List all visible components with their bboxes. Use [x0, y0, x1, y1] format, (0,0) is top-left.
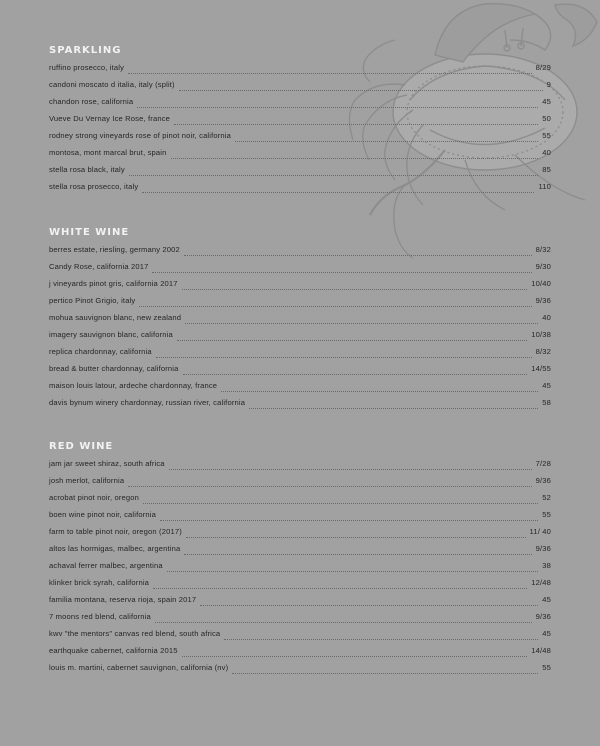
- menu-item-name: berres estate, riesling, germany 2002: [49, 245, 180, 254]
- menu-item: [49, 63, 551, 80]
- section-sparkling: [49, 45, 551, 199]
- menu-item-price: 9/30: [535, 262, 551, 271]
- dot-leader: [155, 621, 532, 623]
- menu-item-price: 52: [542, 493, 551, 502]
- menu-item-price: 9: [546, 80, 551, 89]
- dot-leader: [249, 407, 538, 409]
- menu-item: [49, 296, 551, 313]
- menu-item-price: 55: [542, 663, 551, 672]
- menu-item-price: 14/48: [531, 646, 551, 655]
- dot-leader: [128, 485, 531, 487]
- dot-leader: [167, 570, 539, 572]
- menu-item: [49, 578, 551, 595]
- dot-leader: [200, 604, 538, 606]
- menu-item-price: 45: [542, 97, 551, 106]
- menu-item: [49, 544, 551, 561]
- menu-item: [49, 131, 551, 148]
- dot-leader: [224, 638, 538, 640]
- dot-leader: [232, 672, 538, 674]
- menu-item-name: klinker brick syrah, california: [49, 578, 150, 587]
- menu-item-price: 8/29: [535, 63, 551, 72]
- menu-item-name: pertico Pinot Grigio, italy: [49, 296, 136, 305]
- dot-leader: [160, 519, 538, 521]
- dot-leader: [139, 305, 531, 307]
- menu-item-name: achaval ferrer malbec, argentina: [49, 561, 163, 570]
- menu-item-price: 45: [542, 629, 551, 638]
- menu-item-price: 40: [542, 313, 551, 322]
- menu-item: [49, 663, 551, 680]
- section-title: RED WINE: [49, 441, 114, 452]
- menu-item-price: 10/40: [531, 279, 551, 288]
- section-red-wine: [49, 441, 551, 680]
- menu-item-price: 50: [542, 114, 551, 123]
- menu-item-price: 8/32: [535, 245, 551, 254]
- menu-item: [49, 510, 551, 527]
- menu-item-price: 10/38: [531, 330, 551, 339]
- menu-item: [49, 313, 551, 330]
- dot-leader: [137, 106, 538, 108]
- menu-item-name: stella rosa black, italy: [49, 165, 125, 174]
- dot-leader: [177, 339, 527, 341]
- section-title: SPARKLING: [49, 45, 122, 56]
- menu-item-price: 40: [542, 148, 551, 157]
- menu-item: [49, 114, 551, 131]
- menu-item: [49, 97, 551, 114]
- menu-item: [49, 381, 551, 398]
- menu-item-name: familia montana, reserva rioja, spain 2017: [49, 595, 197, 604]
- menu-item-price: 9/36: [535, 296, 551, 305]
- menu-item-price: 45: [542, 595, 551, 604]
- dot-leader: [156, 356, 532, 358]
- section-white-wine: [49, 227, 551, 415]
- menu-item-price: 55: [542, 131, 551, 140]
- menu-item-name: louis m. martini, cabernet sauvignon, california (nv): [49, 663, 229, 672]
- menu-item: [49, 245, 551, 262]
- dot-leader: [221, 390, 538, 392]
- menu-item-name: Vueve Du Vernay Ice Rose, france: [49, 114, 171, 123]
- menu-item-name: montosa, mont marcal brut, spain: [49, 148, 167, 157]
- menu-item-price: 110: [538, 182, 551, 191]
- menu-item-name: maison louis latour, ardeche chardonnay, france: [49, 381, 218, 390]
- dot-leader: [171, 157, 539, 159]
- menu-item: [49, 279, 551, 296]
- dot-leader: [184, 553, 531, 555]
- menu-item-price: 12/48: [531, 578, 551, 587]
- menu-item: [49, 80, 551, 97]
- menu-item-price: 38: [542, 561, 551, 570]
- menu-item-price: 9/36: [535, 612, 551, 621]
- menu-item: [49, 493, 551, 510]
- menu-item: [49, 595, 551, 612]
- menu-item-name: 7 moons red blend, california: [49, 612, 151, 621]
- menu-item-price: 8/32: [535, 347, 551, 356]
- menu-item: [49, 612, 551, 629]
- menu-item: [49, 148, 551, 165]
- menu-item: [49, 629, 551, 646]
- menu-item-price: 55: [542, 510, 551, 519]
- menu-item: [49, 182, 551, 199]
- dot-leader: [185, 322, 538, 324]
- dot-leader: [182, 655, 528, 657]
- menu-item-price: 45: [542, 381, 551, 390]
- menu-item-name: josh merlot, california: [49, 476, 125, 485]
- dot-leader: [153, 587, 527, 589]
- dot-leader: [129, 174, 538, 176]
- menu-item-name: davis bynum winery chardonnay, russian river, california: [49, 398, 246, 407]
- dot-leader: [182, 288, 528, 290]
- menu-item-name: jam jar sweet shiraz, south africa: [49, 459, 165, 468]
- dot-leader: [184, 254, 532, 256]
- menu-item: [49, 330, 551, 347]
- menu-item: [49, 262, 551, 279]
- menu-item-price: 58: [542, 398, 551, 407]
- menu-item-name: altos las hormigas, malbec, argentina: [49, 544, 181, 553]
- menu-item-name: bread & butter chardonnay, california: [49, 364, 179, 373]
- menu-item-name: boen wine pinot noir, california: [49, 510, 156, 519]
- dot-leader: [143, 502, 538, 504]
- menu-item-price: 7/28: [535, 459, 551, 468]
- menu-item-name: ruffino prosecco, italy: [49, 63, 125, 72]
- dot-leader: [142, 191, 534, 193]
- dot-leader: [183, 373, 528, 375]
- menu-item: [49, 646, 551, 663]
- menu-item: [49, 347, 551, 364]
- dot-leader: [179, 89, 543, 91]
- menu-item: [49, 398, 551, 415]
- menu-item: [49, 459, 551, 476]
- menu-item: [49, 561, 551, 578]
- menu-item-price: 9/36: [535, 544, 551, 553]
- menu-item-name: stella rosa prosecco, italy: [49, 182, 139, 191]
- dot-leader: [174, 123, 538, 125]
- menu-item-name: replica chardonnay, california: [49, 347, 152, 356]
- section-title: WHITE WINE: [49, 227, 130, 238]
- menu-item-name: acrobat pinot noir, oregon: [49, 493, 140, 502]
- dot-leader: [152, 271, 531, 273]
- dot-leader: [186, 536, 526, 538]
- menu-item: [49, 364, 551, 381]
- menu-item-name: candoni moscato d italia, italy (split): [49, 80, 175, 89]
- menu-item-name: rodney strong vineyards rose of pinot noir, california: [49, 131, 232, 140]
- menu-item-name: j vineyards pinot gris, california 2017: [49, 279, 178, 288]
- menu-item-name: chandon rose, california: [49, 97, 134, 106]
- menu-item-name: imagery sauvignon blanc, california: [49, 330, 173, 339]
- menu-item-price: 11/ 40: [529, 527, 551, 536]
- menu-item-name: kwv "the mentors" canvas red blend, south africa: [49, 629, 221, 638]
- dot-leader: [128, 72, 532, 74]
- dot-leader: [169, 468, 532, 470]
- menu-item: [49, 165, 551, 182]
- menu-item-name: mohua sauvignon blanc, new zealand: [49, 313, 182, 322]
- menu-item: [49, 476, 551, 493]
- menu-item: [49, 527, 551, 544]
- menu-item-name: Candy Rose, california 2017: [49, 262, 149, 271]
- menu-item-name: farm to table pinot noir, oregon (2017): [49, 527, 182, 536]
- dot-leader: [235, 140, 538, 142]
- menu-item-name: earthquake cabernet, california 2015: [49, 646, 178, 655]
- menu-item-price: 14/55: [531, 364, 551, 373]
- menu-item-price: 9/36: [535, 476, 551, 485]
- menu-item-price: 85: [542, 165, 551, 174]
